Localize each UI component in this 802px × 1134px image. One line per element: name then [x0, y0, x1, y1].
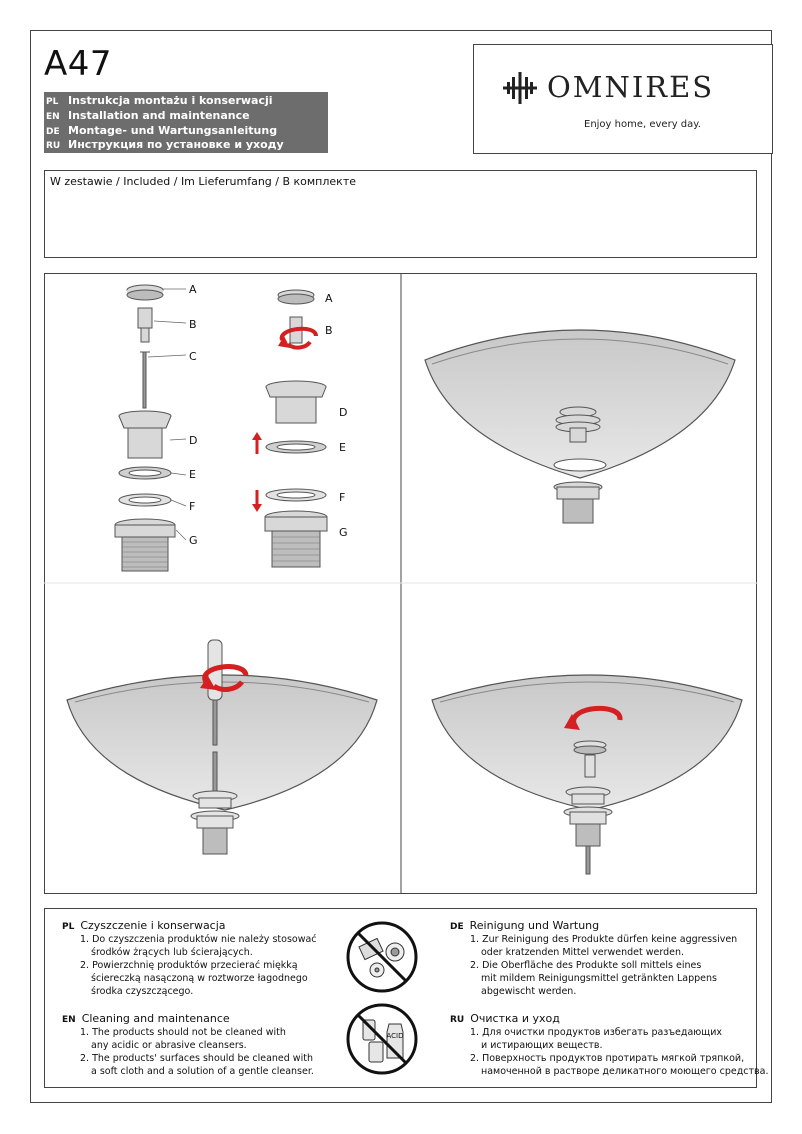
care-ru-line: намоченной в растворе деликатного моющего средства. — [481, 1066, 769, 1077]
no-abrasive-icon — [345, 920, 419, 994]
model-title: A47 — [44, 44, 113, 84]
assembly-label-b: B — [325, 324, 333, 337]
part-label-c: C — [189, 350, 197, 363]
care-en-line: 1. The products should not be cleaned with — [80, 1027, 286, 1038]
care-pl-line: 1. Do czyszczenia produktów nie należy stosować — [80, 934, 317, 945]
care-de-line: 2. Die Oberfläche des Produkte soll mittels eines — [470, 960, 702, 971]
assembly-label-g: G — [339, 526, 348, 539]
basin-cap-illustration — [430, 640, 750, 880]
part-label-a: A — [189, 283, 197, 296]
care-pl-line: środka czyszczącego. — [91, 986, 194, 997]
arrow-down-icon — [252, 490, 262, 512]
lang-row-ru: RU Инструкция по установке и уходу — [46, 138, 284, 151]
care-en-title: EN Cleaning and maintenance — [62, 1012, 230, 1025]
care-ru-title: RU Очистка и уход — [450, 1012, 560, 1025]
lang-row-pl: PL Instrukcja montażu i konserwacji — [46, 94, 273, 107]
care-de-title: DE Reinigung und Wartung — [450, 919, 600, 932]
part-label-g: G — [189, 534, 198, 547]
brand-emblem-icon — [501, 70, 539, 106]
part-label-f: F — [189, 500, 196, 513]
rotate-arrow-icon — [276, 320, 320, 350]
rotate-arrow-icon — [566, 700, 626, 732]
brand-tagline: Enjoy home, every day. — [584, 119, 701, 130]
brand-name: OMNIRES — [547, 70, 715, 104]
part-label-d: D — [189, 434, 198, 447]
language-title-bar — [44, 92, 328, 153]
care-pl-line: ściereczką nasączoną w roztworze łagodnego — [91, 973, 308, 984]
acid-label: ACID — [386, 1032, 404, 1040]
care-ru-line: 2. Поверхность продуктов протирать мягкой тряпкой, — [470, 1053, 745, 1064]
arrow-up-icon — [252, 432, 262, 454]
assembly-label-a: A — [325, 292, 333, 305]
care-ru-line: и истирающих веществ. — [481, 1040, 603, 1051]
care-de-line: 1. Zur Reinigung des Produkte dürfen keine aggressiven — [470, 934, 738, 945]
assembly-label-f: F — [339, 491, 346, 504]
assembly-label-e: E — [339, 441, 346, 454]
care-pl-line: środków żrących lub ścierających. — [91, 947, 253, 958]
care-en-line: a soft cloth and a solution of a gentle cleanser. — [91, 1066, 314, 1077]
part-label-e: E — [189, 468, 196, 481]
rotate-arrow-icon — [196, 656, 252, 692]
lang-row-en: EN Installation and maintenance — [46, 109, 250, 122]
care-de-line: abgewischt werden. — [481, 986, 577, 997]
part-label-b: B — [189, 318, 197, 331]
care-en-line: 2. The products' surfaces should be cleaned with — [80, 1053, 313, 1064]
assembly-label-d: D — [339, 406, 348, 419]
lang-row-de: DE Montage- und Wartungsanleitung — [46, 124, 278, 137]
no-acid-icon — [345, 1002, 419, 1076]
care-pl-line: 2. Powierzchnię produktów przecierać miękką — [80, 960, 298, 971]
basin-install-illustration — [420, 320, 740, 530]
care-pl-title: PL Czyszczenie i konserwacja — [62, 919, 226, 932]
care-ru-line: 1. Для очистки продуктов избегать разъедающих — [470, 1027, 723, 1038]
care-de-line: oder kratzenden Mittel verwendet werden. — [481, 947, 685, 958]
care-en-line: any acidic or abrasive cleansers. — [91, 1040, 247, 1051]
included-title: W zestawie / Included / Im Lieferumfang / В комплекте — [50, 175, 356, 188]
care-de-line: mit mildem Reinigungsmittel getränkten Lappens — [481, 973, 717, 984]
